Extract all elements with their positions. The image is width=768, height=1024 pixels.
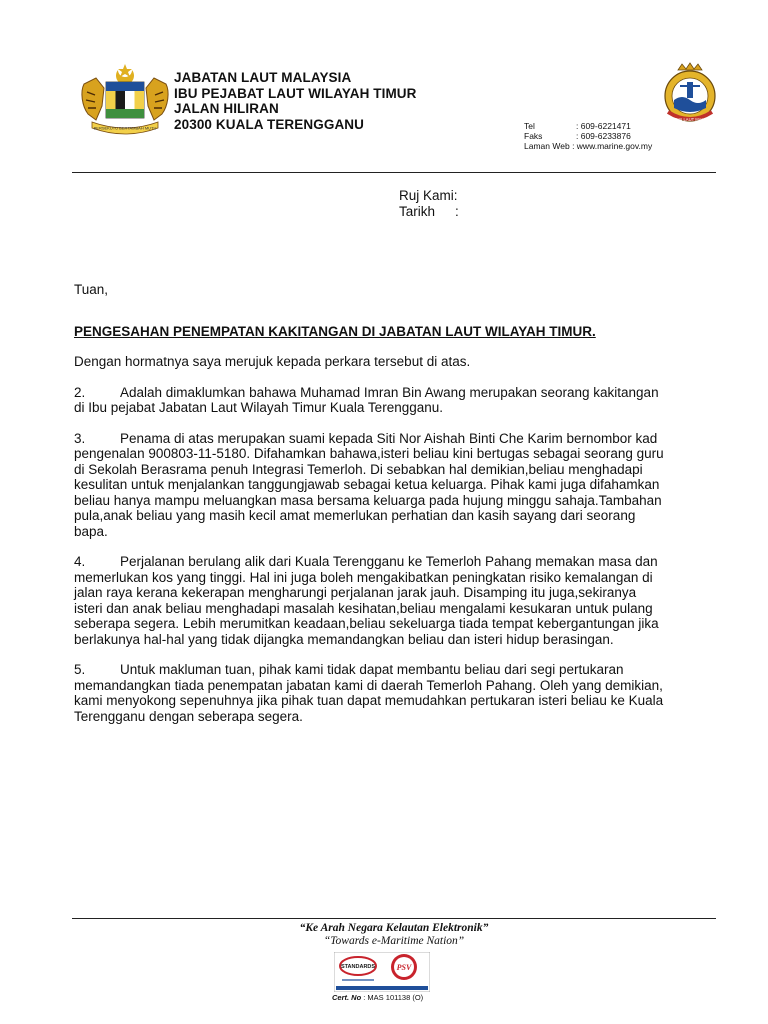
line: berlakunya hal-hal yang tidak dijangka memandangkan beliau dan isteri hidup berasingan.	[74, 631, 614, 647]
opening-line: Dengan hormatnya saya merujuk kepada perkara tersebut di atas.	[74, 354, 471, 369]
line: beliau hanya mampu meluangkan masa bersama keluarga pada hujung minggu sahaja.Tambahan	[74, 492, 662, 508]
website-link[interactable]: : www.marine.gov.my	[572, 141, 653, 151]
paragraph-4	[74, 554, 714, 647]
contact-info	[524, 121, 652, 151]
paragraph-3	[74, 431, 714, 540]
motto-malay: “Ke Arah Negara Kelautan Elektronik”	[299, 922, 489, 934]
line: kesulitan untuk menjalankan tanggungjawab sebagai ketua keluarga. Pihak kami juga difahamkan	[74, 477, 660, 492]
line: di Ibu pejabat Jabatan Laut Wilayah Timur Kuala Terengganu.	[74, 400, 443, 415]
footer-motto	[72, 922, 716, 948]
standards-badge-text: STANDARDS	[340, 964, 376, 970]
org-name: JABATAN LAUT MALAYSIA	[174, 70, 352, 85]
line: memerlukan kos yang tinggi. Hal ini juga boleh mengakibatkan peningkatan risiko kemalangan di	[74, 569, 653, 585]
fax-row: Faks : 609-6233876	[524, 131, 631, 141]
letter-subject: PENGESAHAN PENEMPATAN KAKITANGAN DI JABATAN LAUT WILAYAH TIMUR.	[74, 323, 596, 339]
line: isteri dan anak beliau menghadapi masalah kesihatan,beliau mengalami kesukaran untuk pulang	[74, 600, 653, 616]
certification-number: Cert. No : MAS 101138 (O)	[332, 993, 424, 1002]
psv-badge-text: PSV	[396, 963, 412, 972]
line: jalan raya kerana kekerapan mengharungi perjalanan jarak jauh. Disamping itu juga,sekiranya	[74, 585, 637, 600]
certification-badges	[334, 952, 430, 992]
website-row: Laman Web : www.marine.gov.my	[524, 141, 653, 151]
postcode-city: 20300 KUALA TERENGGANU	[174, 116, 364, 132]
line: Terengganu dengan seberapa segera.	[74, 708, 303, 724]
line: memandangkan tiada penempatan jabatan kami di daerah Temerloh Pahang. Oleh yang demikian,	[74, 677, 663, 693]
line: 2. Adalah dimaklumkan bahawa Muhamad Imran Bin Awang merupakan seorang kakitangan	[74, 384, 659, 400]
line: 3. Penama di atas merupakan suami kepada Siti Nor Aishah Binti Che Karim bernombor kad	[74, 430, 658, 446]
motto-english: “Towards e-Maritime Nation”	[323, 935, 465, 947]
line: kami menyokong sepenuhnya jika pihak tuan dapat memudahkan pertukaran isteri beliau ke Kuala	[74, 693, 664, 708]
line: seberapa segera. Lebih merumitkan keadaan,beliau sekeluarga tiada tempat kebergantungan jika	[74, 616, 659, 631]
line: 4. Perjalanan berulang alik dari Kuala Terengganu ke Temerloh Pahang memakan masa dan	[74, 554, 658, 569]
footer-divider	[72, 918, 716, 919]
logo-ribbon-text: JABATAN LAUT MALAYSIA	[664, 117, 716, 122]
paragraph-5	[74, 662, 714, 724]
phone-row: Tel : 609-6221471	[524, 121, 631, 131]
line: bapa.	[74, 523, 108, 539]
marine-department-logo	[660, 62, 720, 124]
letter-body	[74, 282, 714, 739]
paragraph-2	[74, 385, 714, 416]
line: pula,anak beliau yang masih kecil amat memerlukan perhatian dan kasih sayang dari seorang	[74, 508, 636, 523]
salutation: Tuan,	[74, 282, 109, 297]
reference-block	[399, 188, 459, 220]
ruj-kami-row: Ruj Kami:	[399, 188, 458, 203]
header-divider	[72, 172, 716, 173]
office-name: IBU PEJABAT LAUT WILAYAH TIMUR	[174, 85, 417, 101]
crest-ribbon-text: BERSEKUTU BERTAMBAH MUTU	[93, 125, 157, 131]
tarikh-row: Tarikh :	[399, 204, 459, 219]
letterhead-address	[174, 70, 417, 132]
line: di Sekolah Berasrama penuh Integrasi Temerloh. Di sebabkan hal demikian,beliau menghadapi	[74, 461, 643, 477]
coat-of-arms-logo	[78, 62, 172, 136]
line: 5. Untuk makluman tuan, pihak kami tidak dapat membantu beliau dari segi pertukaran	[74, 662, 624, 677]
line: pengenalan 900803-11-5180. Difahamkan bahawa,isteri beliau kini bertugas sebagai seorang guru	[74, 446, 664, 461]
street-address: JALAN HILIRAN	[174, 101, 279, 116]
